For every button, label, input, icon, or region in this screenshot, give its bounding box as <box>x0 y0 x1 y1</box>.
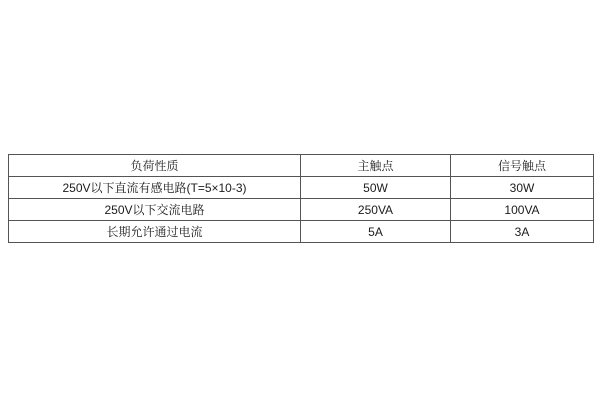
col-header-main-contact: 主触点 <box>301 155 451 177</box>
load-spec-table <box>8 154 594 243</box>
cell-signal-contact: 3A <box>451 221 594 243</box>
table-row <box>9 221 594 243</box>
col-header-load-nature: 负荷性质 <box>9 155 301 177</box>
cell-main-contact: 5A <box>301 221 451 243</box>
table-row <box>9 199 594 221</box>
cell-main-contact: 250VA <box>301 199 451 221</box>
cell-load-nature: 250V以下交流电路 <box>9 199 301 221</box>
cell-main-contact: 50W <box>301 177 451 199</box>
cell-signal-contact: 30W <box>451 177 594 199</box>
col-header-signal-contact: 信号触点 <box>451 155 594 177</box>
cell-load-nature: 250V以下直流有感电路(T=5×10-3) <box>9 177 301 199</box>
table-row <box>9 177 594 199</box>
cell-load-nature: 长期允许通过电流 <box>9 221 301 243</box>
cell-signal-contact: 100VA <box>451 199 594 221</box>
table-header-row <box>9 155 594 177</box>
